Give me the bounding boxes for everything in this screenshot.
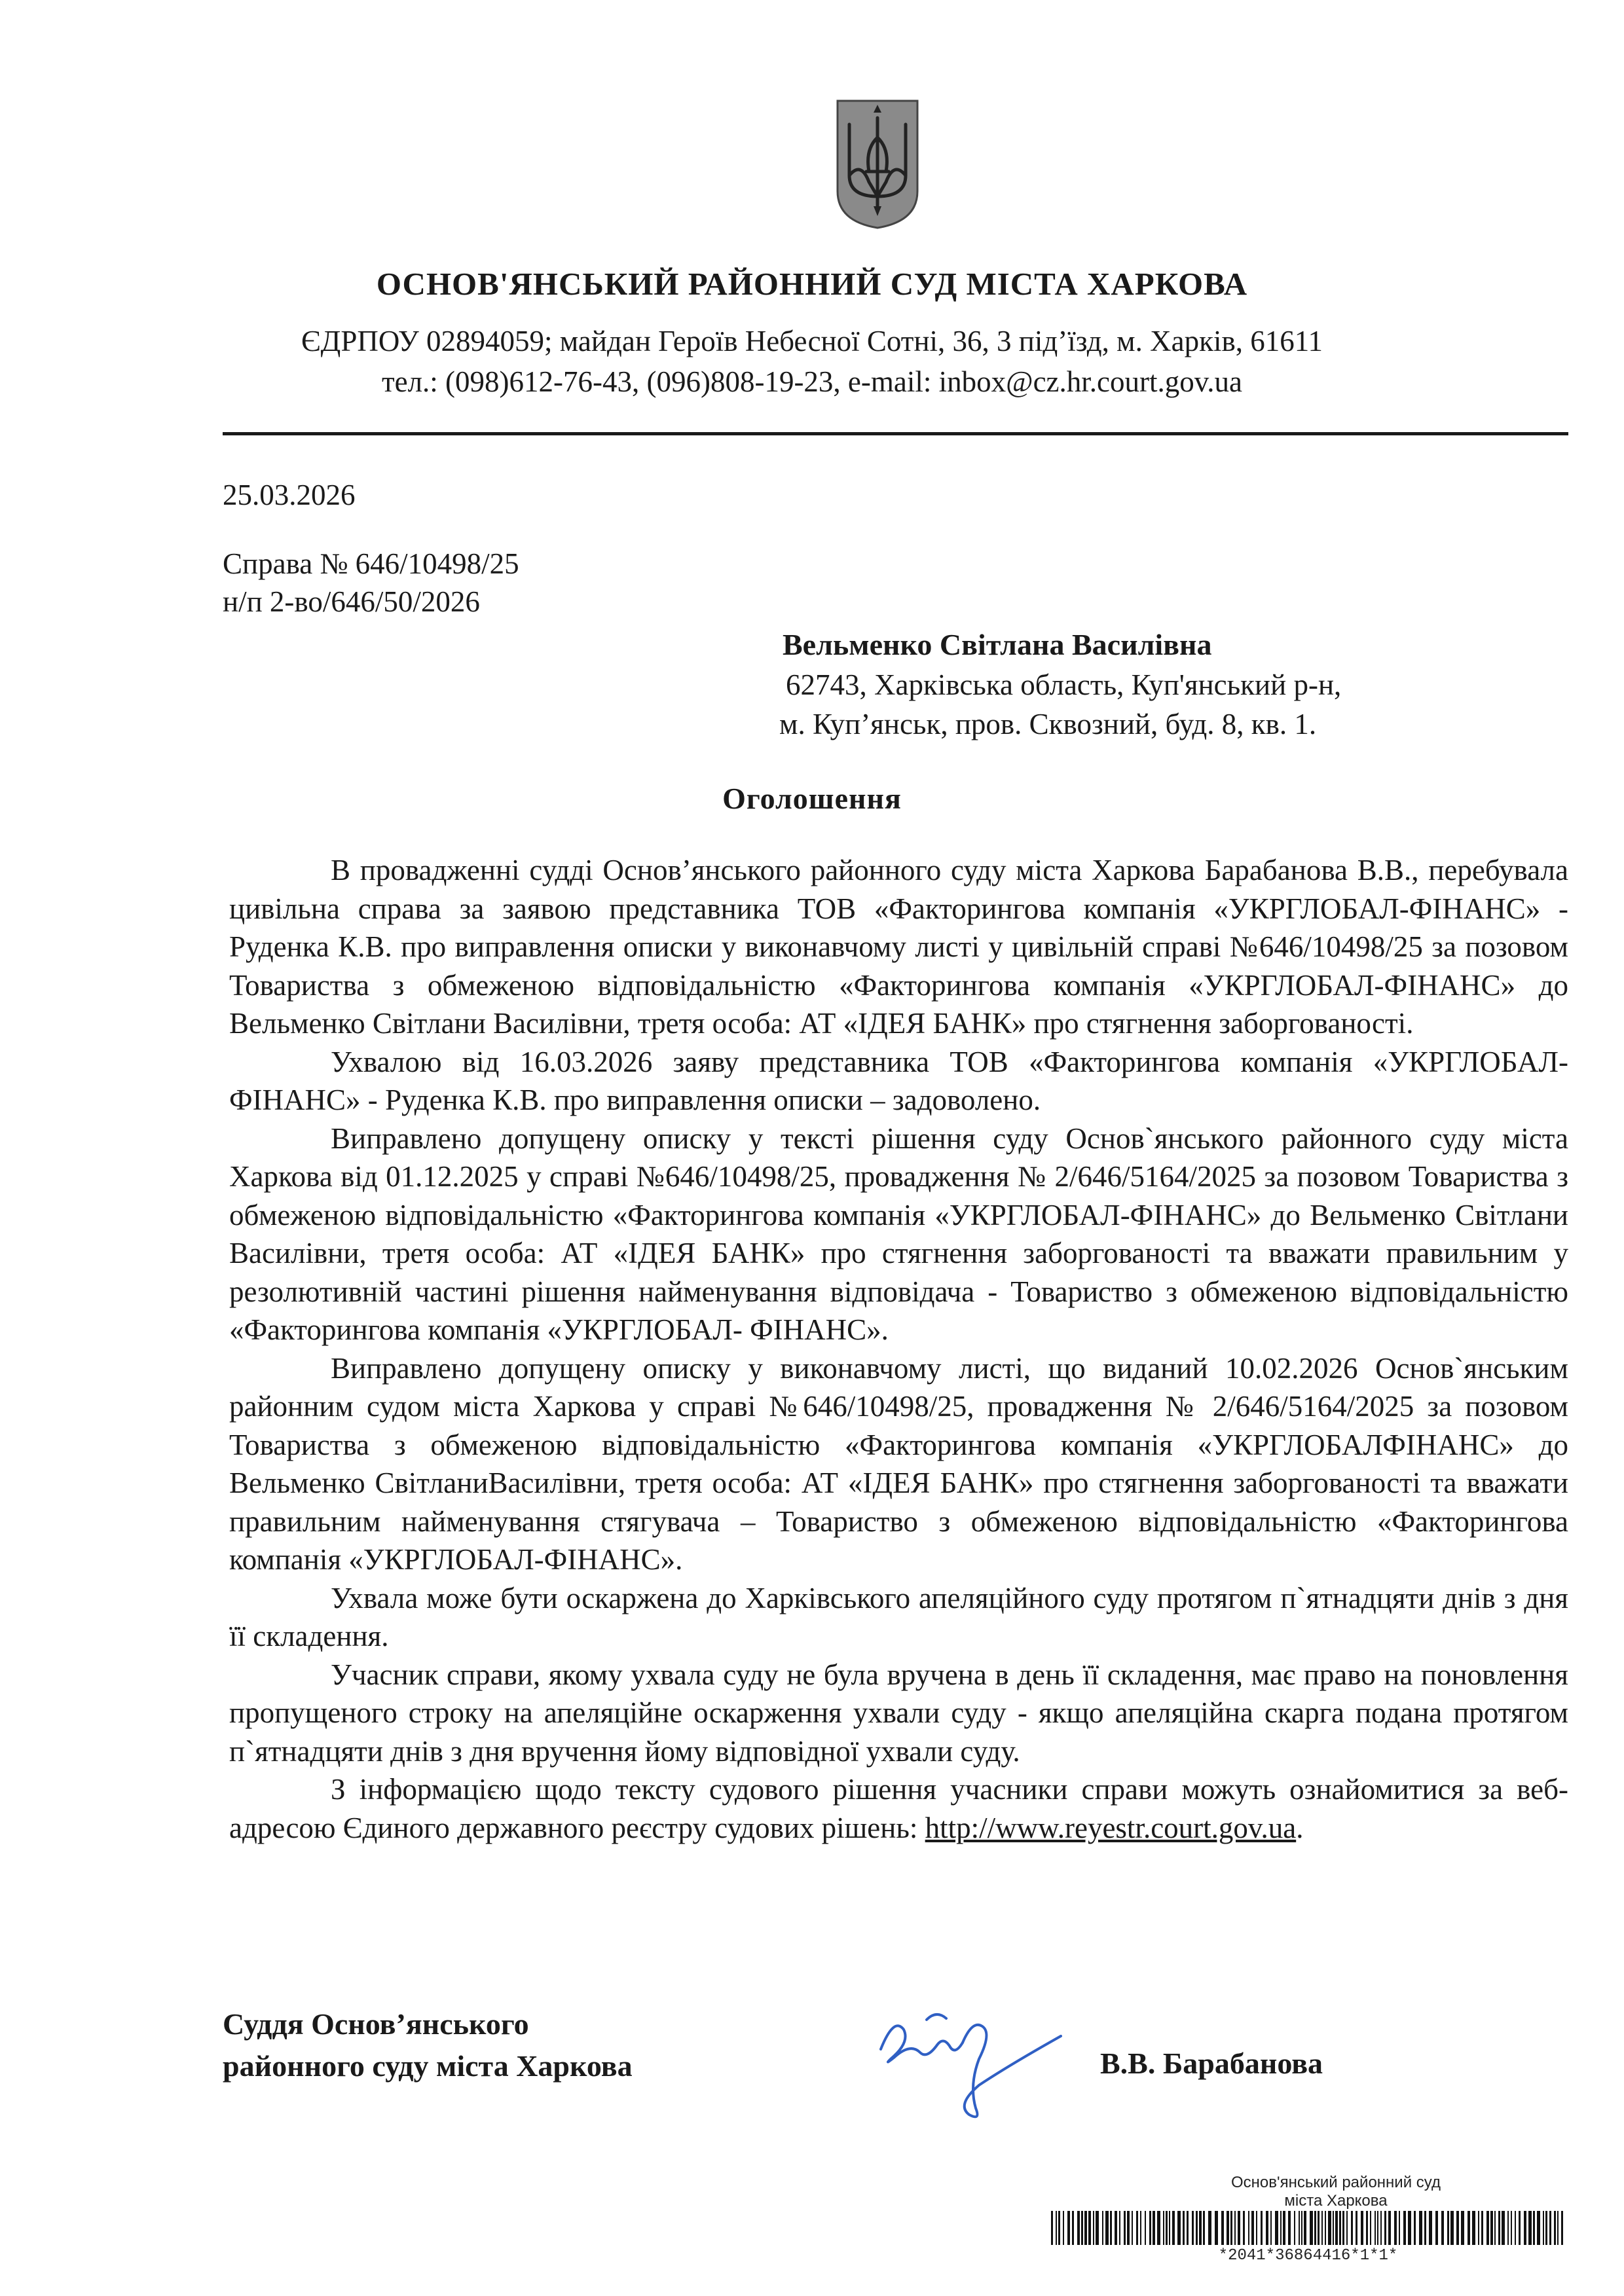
- handwritten-signature: [864, 1980, 1074, 2131]
- paragraph: В провадженні судді Основ’янського районного суду міста Харкова Барабанова В.В., перебувала цивільна справа за заявою представника ТОВ «Факторингова компанія «УКРГЛОБАЛ-ФІНАНС» - Руденка К.В. про виправлення описки у виконавчому листі у цивільній справі №646/10498/25 за позовом Товариства з обмеженою відповідальністю «Факторингова компанія «УКРГЛОБАЛ-ФІНАНС» до Вельменко Світлани Василівни, третя особа: АТ «ІДЕЯ БАНК» про стягнення заборгованості.: [229, 854, 1568, 1040]
- paragraph: Виправлено допущену описку у виконавчому листі, що виданий 10.02.2026 Основ`янським районним судом міста Харкова у справі №646/10498/25, провадження № 2/646/5164/2025 за позовом Товариства з обмеженою відповідальністю «Факторингова компанія «УКРГЛОБАЛФІНАНС» до Вельменко СвітланиВасилівни, третя особа: АТ «ІДЕЯ БАНК» про стягнення заборгованості та вважати правильним найменування стягувача – Товариство з обмеженою відповідальністю «Факторингова компанія «УКРГЛОБАЛ-ФІНАНС».: [229, 1351, 1568, 1576]
- header-divider: [223, 432, 1568, 435]
- barcode-label: [1126, 2174, 1545, 2210]
- court-requisites: ЄДРПОУ 02894059; майдан Героїв Небесної Сотні, 36, 3 під’їзд, м. Харків, 61611: [301, 325, 1323, 357]
- paragraph: Учасник справи, якому ухвала суду не була вручена в день її складення, має право на поновлення пропущеного строку на апеляційне оскарження ухвали суду - якщо апеляційна скарга подана протягом п`ятнадцяти днів з дня вручення йому відповідної ухвали суду.: [229, 1658, 1568, 1768]
- paragraph: Ухвалою від 16.03.2026 заяву представника ТОВ «Факторингова компанія «УКРГЛОБАЛ-ФІНАНС» - Руденка К.В. про виправлення описки – задоволено.: [229, 1045, 1568, 1116]
- court-contacts: тел.: (098)612-76-43, (096)808-19-23, e-mail: inbox@cz.hr.court.gov.ua: [381, 365, 1243, 398]
- judge-name: В.В. Барабанова: [1100, 2047, 1323, 2080]
- judge-position: [223, 2003, 633, 2087]
- judge-position-line2: районного суду міста Харкова: [223, 2049, 633, 2083]
- judge-position-line1: Суддя Основ’янського: [223, 2007, 529, 2041]
- barcode-number: *2041*36864416*1*1*: [1218, 2247, 1398, 2265]
- document-date: 25.03.2026: [223, 479, 356, 511]
- paragraph-registry: [229, 1770, 1568, 1847]
- proceeding-number: н/п 2-во/646/50/2026: [223, 585, 480, 618]
- registry-text-end: .: [1296, 1811, 1304, 1844]
- court-name: ОСНОВ'ЯНСЬКИЙ РАЙОННИЙ СУД МІСТА ХАРКОВА: [376, 266, 1248, 302]
- addressee-name: Вельменко Світлана Василівна: [783, 628, 1212, 661]
- case-number: Справа № 646/10498/25: [223, 547, 519, 580]
- barcode-icon: [1051, 2211, 1565, 2245]
- barcode-label-line1: Основ'янський районний суд: [1231, 2174, 1441, 2191]
- document-title: Оголошення: [722, 782, 902, 815]
- paragraph: Ухвала може бути оскаржена до Харківського апеляційного суду протягом п`ятнадцяти днів з дня її складення.: [229, 1581, 1568, 1652]
- registry-text: З інформацією щодо тексту судового рішення учасники справи можуть ознайомитися за веб-адресою Єдиного державного реєстру судових рішень:: [229, 1773, 1568, 1844]
- registry-link[interactable]: http://www.reyestr.court.gov.ua: [925, 1811, 1297, 1844]
- announcement-body: [229, 851, 1568, 1847]
- coat-of-arms-icon: [835, 98, 920, 229]
- addressee-address-line1: 62743, Харківська область, Куп'янський р-н,: [786, 668, 1342, 701]
- barcode-label-line2: міста Харкова: [1284, 2192, 1388, 2210]
- paragraph: Виправлено допущену описку у тексті рішення суду Основ`янського районного суду міста Харкова від 01.12.2025 у справі №646/10498/25, провадження № 2/646/5164/2025 за позовом Товариства з обмеженою відповідальністю «Факторингова компанія «УКРГЛОБАЛ-ФІНАНС» до Вельменко Світлани Василівни, третя особа: АТ «ІДЕЯ БАНК» про стягнення заборгованості та вважати правильним у резолютивній частині рішення найменування відповідача - Товариство з обмеженою відповідальністю «Факторингова компанія «УКРГЛОБАЛ- ФІНАНС».: [229, 1121, 1568, 1346]
- addressee-address-line2: м. Куп’янськ, пров. Сквозний, буд. 8, кв. 1.: [779, 708, 1317, 740]
